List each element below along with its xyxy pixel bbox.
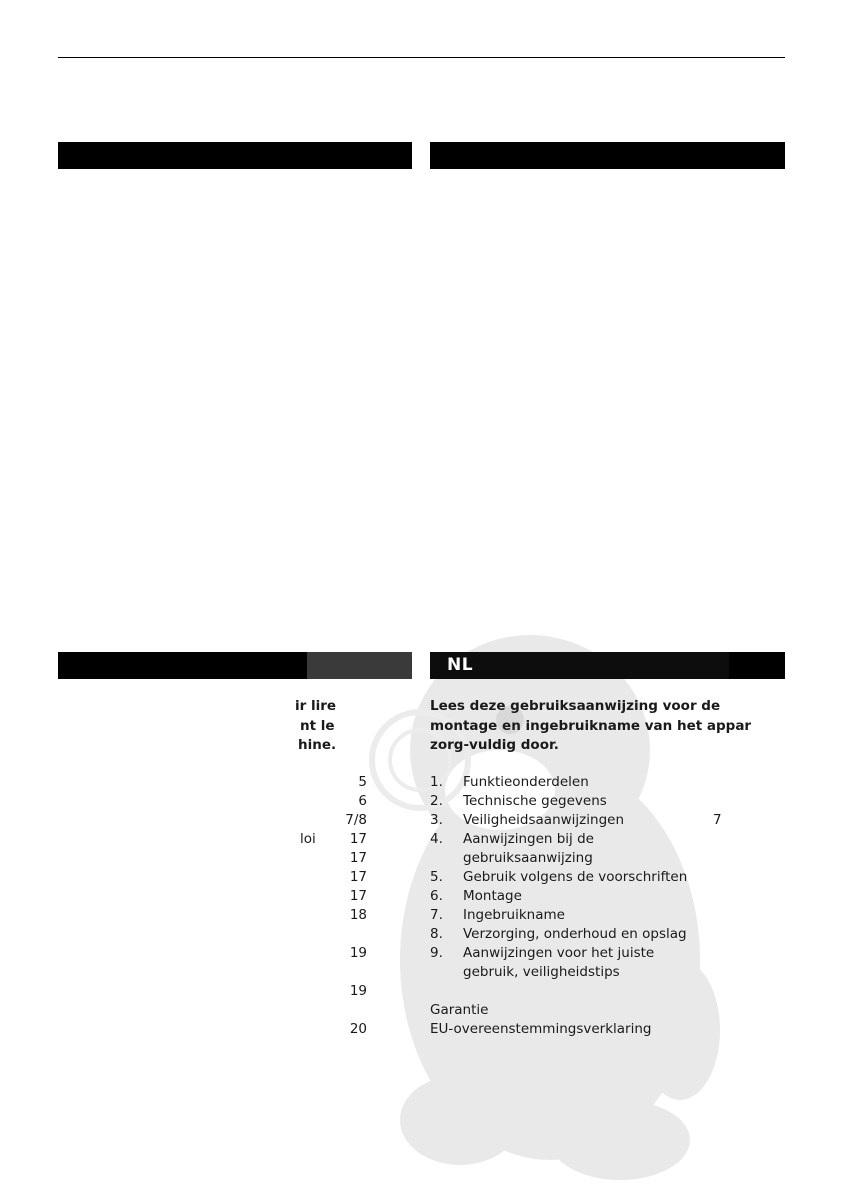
left-page-ref: 18 [349, 907, 367, 923]
left-page-ref: 17 [349, 888, 367, 904]
left-page-ref: 19 [349, 983, 367, 999]
section-bar-top-left [58, 142, 412, 169]
intro-line: zorg-vuldig door. [430, 737, 559, 753]
toc-title: Veiligheidsaanwijzingen [463, 812, 624, 828]
toc-number: 2. [430, 793, 443, 809]
toc-title: Verzorging, onderhoud en opslag [463, 926, 687, 942]
left-intro-fragment: hine. [298, 737, 337, 753]
toc-title: Gebruik volgens de voorschriften [463, 869, 688, 885]
left-page-ref: 17 [349, 869, 367, 885]
toc-number: 5. [430, 869, 443, 885]
mascot-watermark [350, 600, 843, 1191]
left-page-ref: 5 [358, 774, 367, 790]
left-page-ref: 17 [349, 831, 367, 847]
left-page-ref: 6 [358, 793, 367, 809]
toc-number: 9. [430, 945, 443, 961]
toc-title: Aanwijzingen voor het juiste [463, 945, 655, 961]
toc-title: EU-overeenstemmingsverklaring [430, 1021, 652, 1037]
toc-number: 7. [430, 907, 443, 923]
toc-number: 4. [430, 831, 443, 847]
toc-title: Garantie [430, 1002, 489, 1018]
left-page-ref: 19 [349, 945, 367, 961]
section-bar-top-right [430, 142, 785, 169]
left-intro-fragment: ir lire [295, 698, 337, 714]
toc-page: 7 [713, 812, 722, 828]
intro-line: Lees deze gebruiksaanwijzing voor de [430, 698, 721, 714]
toc-number: 1. [430, 774, 443, 790]
section-bar-nl [430, 652, 785, 679]
toc-title: Ingebruikname [463, 907, 565, 923]
toc-title: Montage [463, 888, 522, 904]
toc-title: Funktieonderdelen [463, 774, 589, 790]
section-bar-bottom-left [58, 652, 412, 679]
intro-text [430, 697, 760, 756]
left-page-ref: 17 [349, 850, 367, 866]
toc-title: Aanwijzingen bij de [463, 831, 594, 847]
toc-number: 3. [430, 812, 443, 828]
left-intro-fragment: nt le [300, 718, 335, 734]
top-rule [58, 57, 785, 58]
toc-title: Technische gegevens [463, 793, 607, 809]
section-bar-main [430, 652, 729, 679]
toc-title: gebruik, veiligheidstips [463, 964, 620, 980]
left-text-fragment: loi [300, 831, 316, 847]
section-bar-tab [729, 652, 785, 679]
language-code: NL [447, 655, 474, 675]
left-page-ref: 7/8 [345, 812, 367, 828]
toc-number: 8. [430, 926, 443, 942]
left-page-ref: 20 [349, 1021, 367, 1037]
toc-number: 6. [430, 888, 443, 904]
section-bar-tab [307, 652, 412, 679]
intro-line: montage en ingebruikname van het appar [430, 717, 752, 734]
toc-title: gebruiksaanwijzing [463, 850, 593, 866]
